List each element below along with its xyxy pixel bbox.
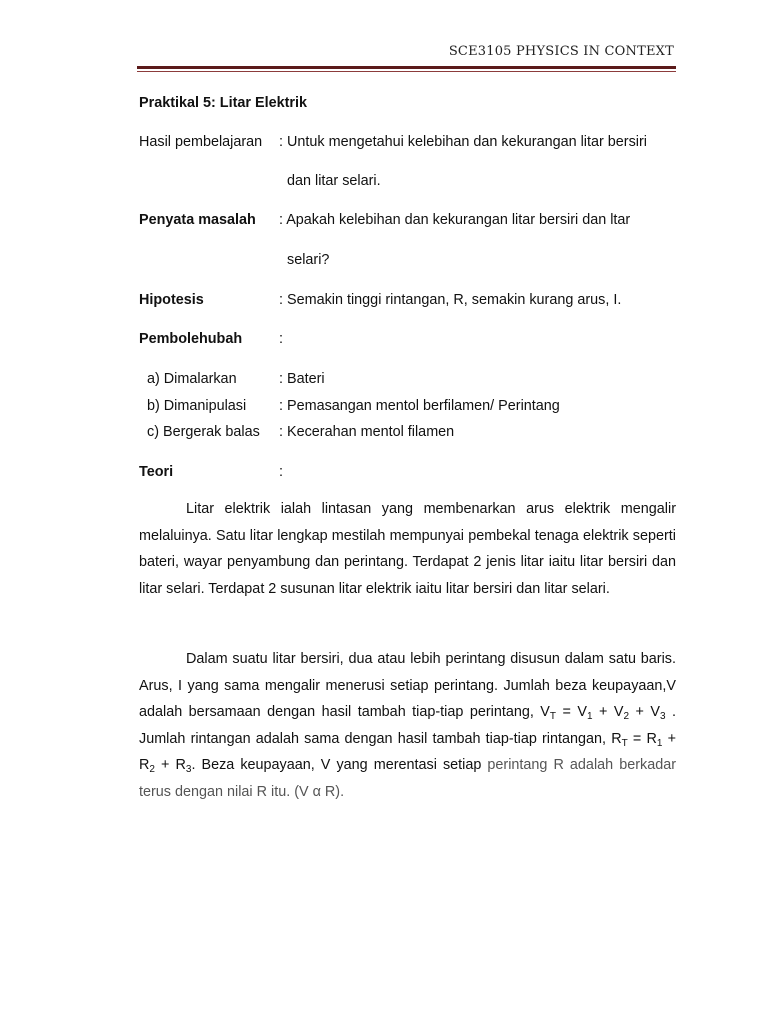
- header-rule-thin: [137, 71, 676, 72]
- hasil-value-line2: dan litar selari.: [287, 173, 381, 189]
- teori-paragraph-1: Litar elektrik ialah lintasan yang membenarkan arus elektrik mengalir melaluinya. Satu litar lengkap mestilah mempunyai pembekal tenaga elektrik seperti bateri, wayar penyambung dan perintang. Terdapat 2 jenis litar iaitu litar bersiri dan litar selari. Terdapat 2 susunan litar elektrik iaitu litar bersiri dan litar selari.: [139, 501, 676, 597]
- penyata-value-line2: selari?: [287, 252, 330, 268]
- teori-paragraph-2: Dalam suatu litar bersiri, dua atau lebih perintang disusun dalam satu baris. Arus, I yang sama mengalir menerusi setiap perintang. Jumlah beza keupayaan,V adalah bersamaan dengan hasil tambah tiap-tiap perintang, $V_T = V_1 + V_2 + V_3$ . Jumlah rintangan adalah sama dengan hasil tambah tiap-tiap rintangan, $R_T = R_1 + R_2 + R_3$. Beza keupayaan, V yang merentasi setiap perintang R adalah berkadar terus dengan nilai R itu. (V α R).: [139, 651, 677, 800]
- teori-label: Teori: [139, 464, 174, 480]
- pembolehubah-colon: :: [279, 331, 283, 347]
- hipotesis-label: Hipotesis: [139, 292, 204, 308]
- hasil-label: Hasil pembelajaran: [139, 134, 263, 150]
- variable-value-dimalarkan: : Bateri: [279, 371, 325, 387]
- penyata-value-line1: : Apakah kelebihan dan kekurangan litar bersiri dan ltar: [279, 212, 631, 228]
- page-title: Praktikal 5: Litar Elektrik: [139, 95, 307, 111]
- teori-colon: :: [279, 464, 283, 480]
- variable-value-bergerak-balas: : Kecerahan mentol filamen: [279, 424, 455, 440]
- variable-label-dimanipulasi: b) Dimanipulasi: [147, 398, 247, 414]
- variable-label-bergerak-balas: c) Bergerak balas: [147, 424, 260, 440]
- hipotesis-value: : Semakin tinggi rintangan, R, semakin kurang arus, I.: [279, 292, 622, 308]
- header-rule: [137, 66, 676, 69]
- variable-label-dimalarkan: a) Dimalarkan: [147, 371, 237, 387]
- header-course-code: SCE3105 PHYSICS IN CONTEXT: [448, 44, 674, 59]
- penyata-label: Penyata masalah: [139, 212, 256, 228]
- hasil-value-line1: : Untuk mengetahui kelebihan dan kekurangan litar bersiri: [279, 134, 647, 150]
- variable-value-dimanipulasi: : Pemasangan mentol berfilamen/ Perintang: [279, 398, 560, 414]
- pembolehubah-label: Pembolehubah: [139, 331, 243, 347]
